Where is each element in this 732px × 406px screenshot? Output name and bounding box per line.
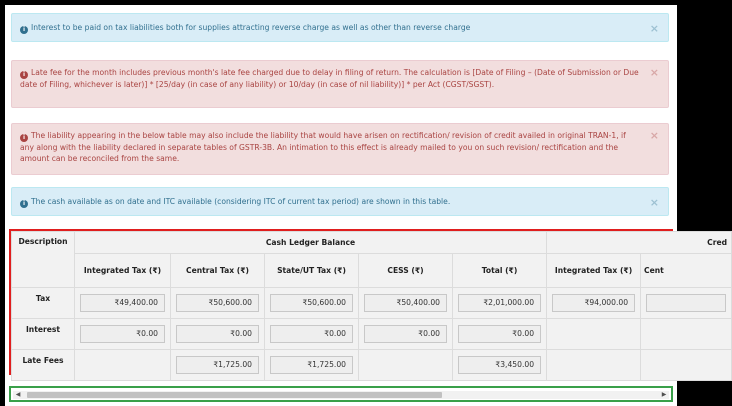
alert-text: The liability appearing in the below table may also include the liability that would have arisen on rectification/ revision of credit availed in original TRAN-1, if any along with the liability declared in separate tables of GSTR-3B. An intimation to this effect is already mailed to you on such revision/ rectification and the amount can be reconciled from the same.: [20, 131, 626, 163]
horizontal-scrollbar-container: [9, 386, 673, 402]
page: [5, 5, 728, 406]
close-icon[interactable]: ×: [649, 22, 659, 35]
alert-text: Late fee for the month includes previous month's late fee charged due to delay in filing of return. The calculation is [Date of Filing – (Date of Submission or Due date of Filing, whichever is later)] * [25/day (in case of any liability) or 10/day (in case of nil liability)] * per Act (CGST/SGST).: [20, 68, 639, 89]
empty-cell: [547, 319, 641, 350]
credit-ledger-header: Cred: [547, 232, 732, 254]
row-label: Late Fees: [12, 350, 75, 381]
amount-field: [646, 294, 726, 312]
cash-ledger-header: Cash Ledger Balance: [75, 232, 547, 254]
empty-cell: [75, 350, 171, 381]
empty-cell: [641, 350, 732, 381]
info-icon: i: [20, 200, 28, 208]
amount-field: ₹0.00: [364, 325, 447, 343]
amount-field: ₹50,600.00: [176, 294, 259, 312]
horizontal-scrollbar[interactable]: [13, 391, 669, 399]
amount-field: ₹50,400.00: [364, 294, 447, 312]
amount-field: ₹0.00: [270, 325, 353, 343]
liability-alert: [11, 123, 669, 175]
scroll-left-arrow-icon[interactable]: ◀: [15, 391, 21, 398]
scrollbar-thumb[interactable]: [27, 392, 442, 398]
alert-text: Interest to be paid on tax liabilities both for supplies attracting reverse charge as well as other than reverse charge: [31, 23, 471, 32]
empty-cell: [547, 350, 641, 381]
column-header: State/UT Tax (₹): [265, 254, 359, 288]
ledger-table-container[interactable]: [9, 229, 728, 375]
row-label: Interest: [12, 319, 75, 350]
empty-cell: [641, 319, 732, 350]
amount-field: ₹2,01,000.00: [458, 294, 541, 312]
row-label: Tax: [12, 288, 75, 319]
alert-text: The cash available as on date and ITC available (considering ITC of current tax period) are shown in this table.: [31, 197, 451, 206]
column-header: Cent: [641, 254, 732, 288]
interest-info-alert: [11, 13, 669, 42]
late-fee-alert: [11, 60, 669, 108]
amount-field: ₹50,600.00: [270, 294, 353, 312]
table-header-row: [12, 232, 732, 254]
amount-field: ₹3,450.00: [458, 356, 541, 374]
amount-field: ₹49,400.00: [80, 294, 165, 312]
column-header: CESS (₹): [359, 254, 453, 288]
ledger-table: [11, 231, 732, 381]
amount-field: ₹0.00: [176, 325, 259, 343]
table-row-tax: [12, 288, 732, 319]
column-header: Integrated Tax (₹): [75, 254, 171, 288]
description-header: Description: [12, 232, 75, 288]
close-icon[interactable]: ×: [649, 196, 659, 209]
column-header: Total (₹): [453, 254, 547, 288]
close-icon[interactable]: ×: [649, 66, 659, 79]
amount-field: ₹0.00: [80, 325, 165, 343]
amount-field: ₹0.00: [458, 325, 541, 343]
cash-available-alert: [11, 187, 669, 216]
table-row-interest: [12, 319, 732, 350]
column-header: Integrated Tax (₹): [547, 254, 641, 288]
column-header: Central Tax (₹): [171, 254, 265, 288]
info-icon: i: [20, 26, 28, 34]
table-subheader-row: [12, 254, 732, 288]
scroll-right-arrow-icon[interactable]: ▶: [661, 391, 667, 398]
warning-icon: i: [20, 71, 28, 79]
close-icon[interactable]: ×: [649, 129, 659, 142]
amount-field: ₹1,725.00: [270, 356, 353, 374]
empty-cell: [359, 350, 453, 381]
amount-field: ₹94,000.00: [552, 294, 635, 312]
amount-field: ₹1,725.00: [176, 356, 259, 374]
warning-icon: i: [20, 134, 28, 142]
table-row-late-fees: [12, 350, 732, 381]
